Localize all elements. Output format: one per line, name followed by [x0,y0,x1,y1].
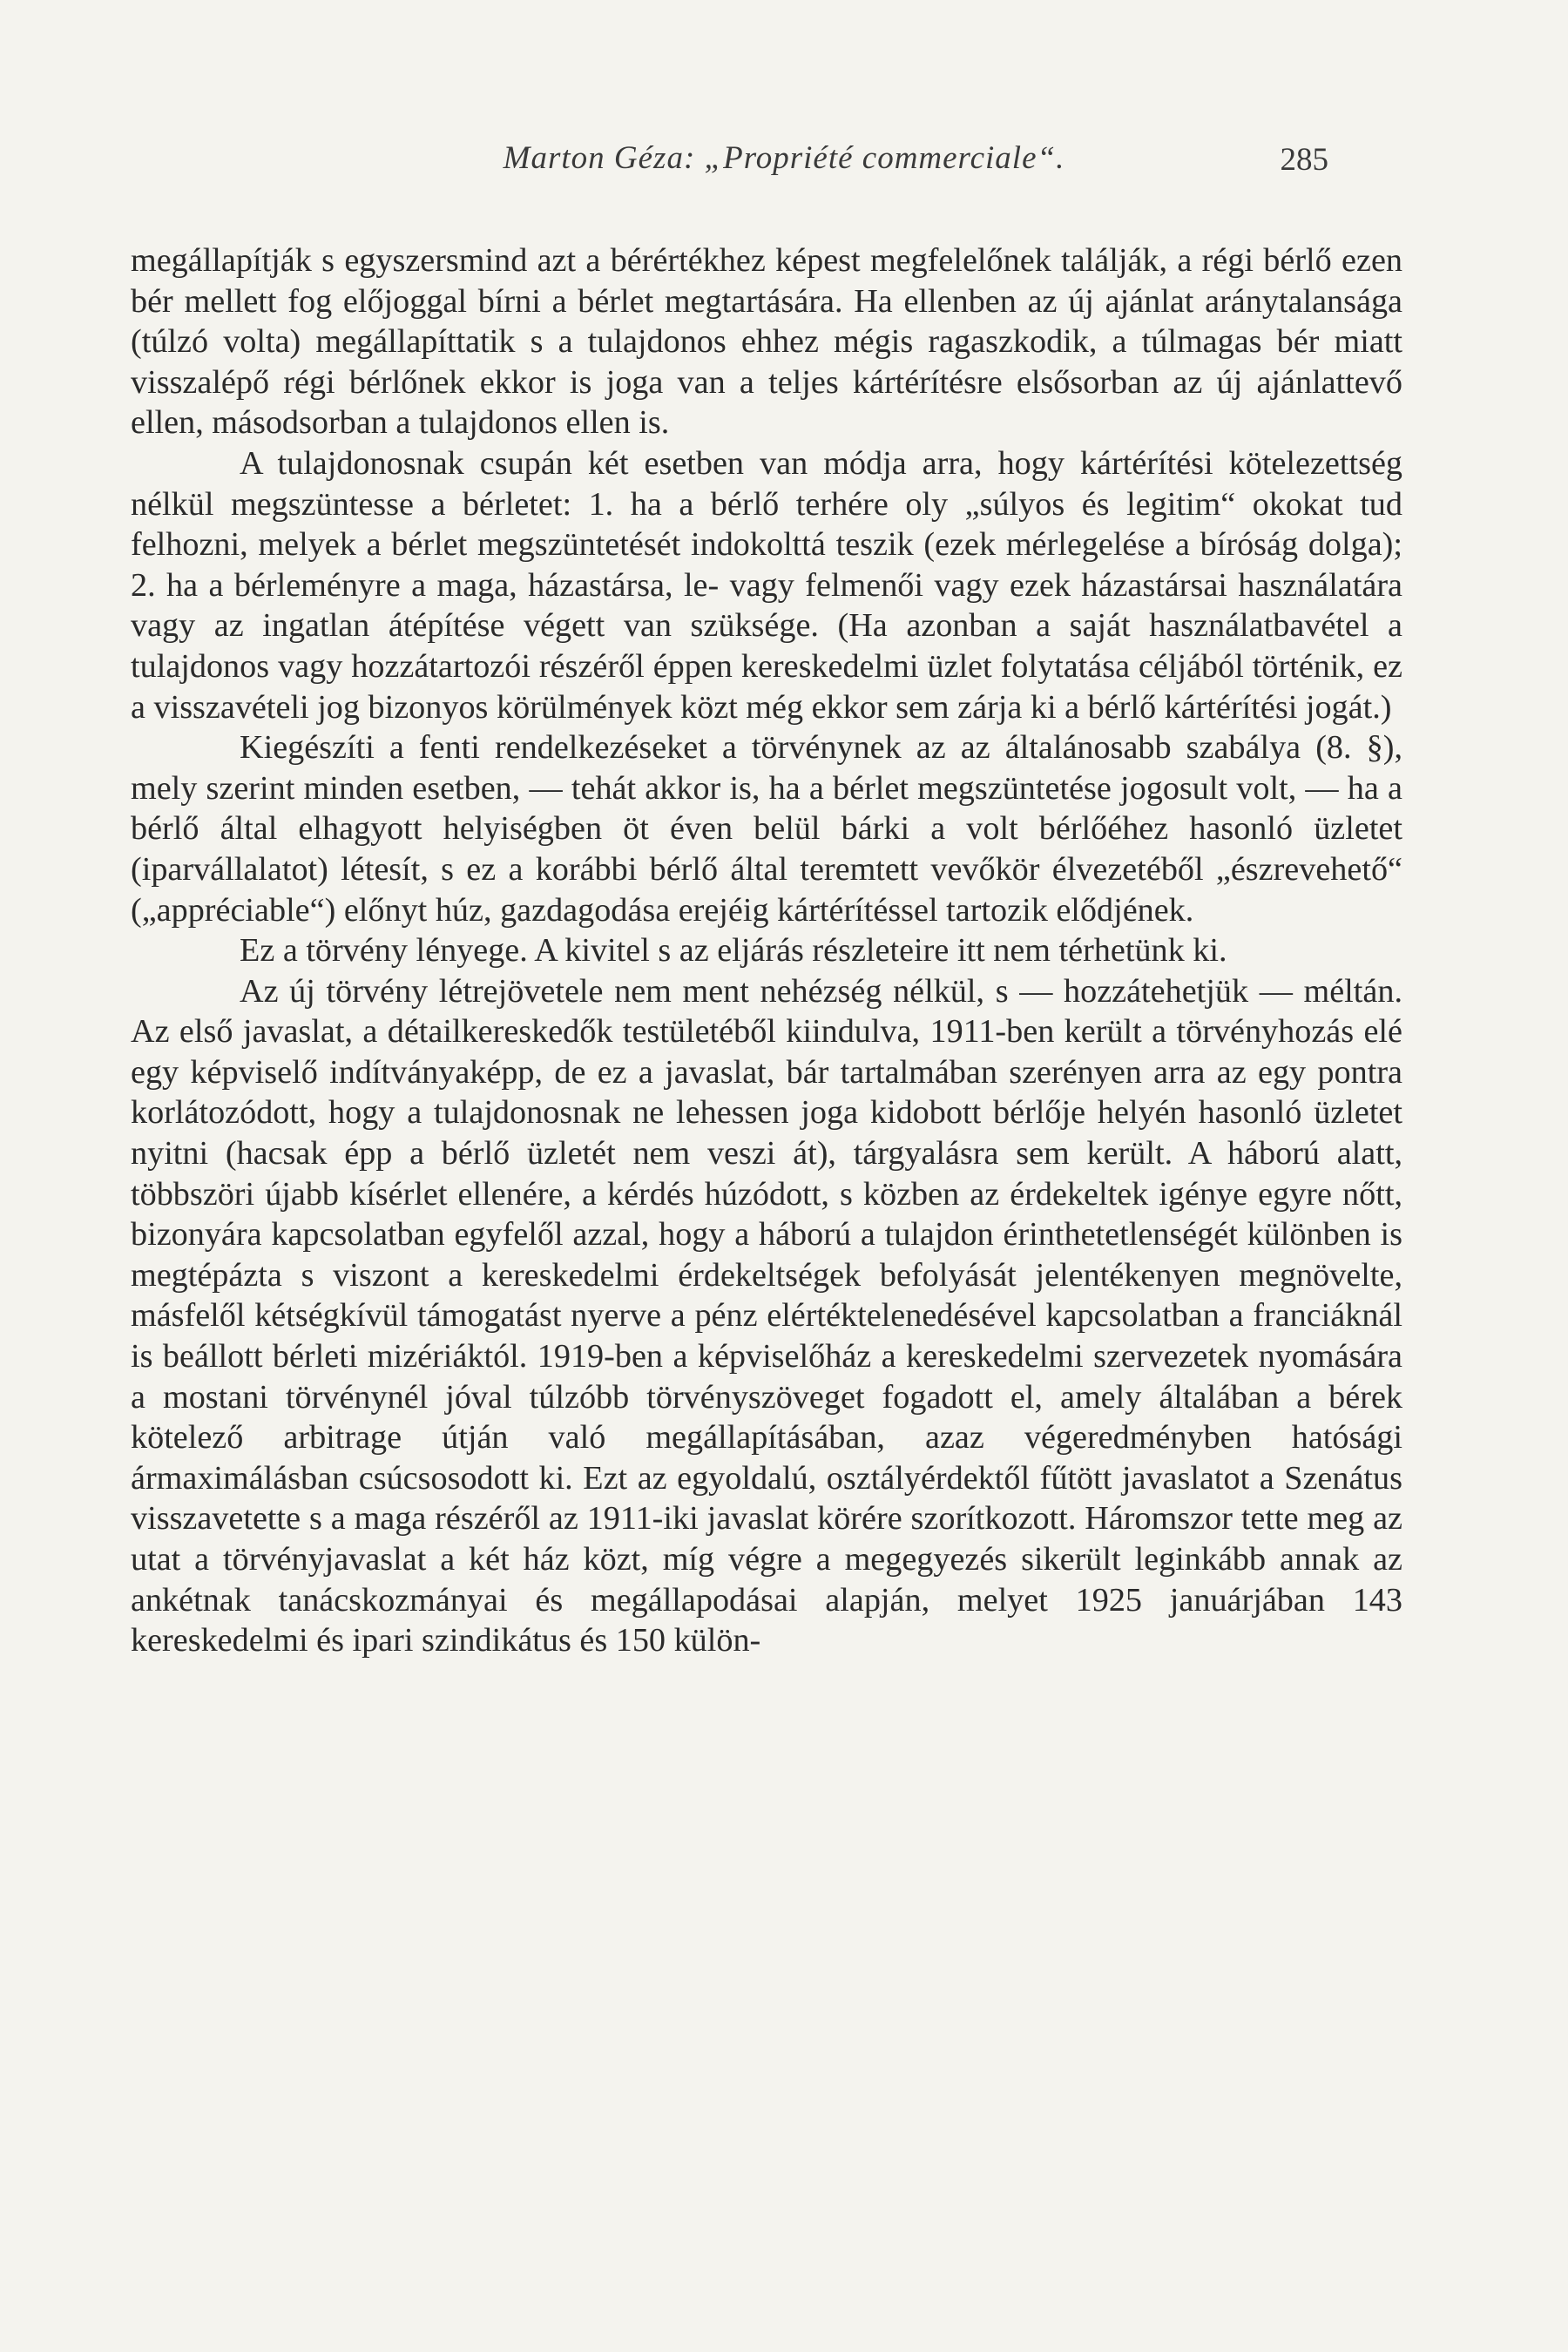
paragraph: A tulajdonosnak csupán két esetben van módja arra, hogy kártérítési kötelezettség nélkül megszüntesse a bérletet: 1. ha a bérlő terhére oly „súlyos és legitim“ okokat tud felhozni, melyek a bérlet megszüntetését indokolttá teszik (ezek mérlegelése a bíróság dolga); 2. ha a bérleményre a maga, házastársa, le- vagy felmenői vagy ezek házastársai használatára vagy az ingatlan átépítése végett van szüksége. (Ha azonban a saját használatbavétel a tulajdonos vagy hozzátartozói részéről éppen kereskedelmi üzlet folytatása céljából történik, ez a visszavételi jog bizonyos körülmények közt még ekkor sem zárja ki a bérlő kártérítési jogát.) [131,444,1402,726]
page-number: 285 [1280,142,1328,178]
paragraph: Kiegészíti a fenti rendelkezéseket a törvénynek az az általánosabb szabálya (8. §), mely szerint minden esetben, — tehát akkor is, ha a bérlet megszüntetése jogosult volt, — ha a bérlő által elhagyott helyiségben öt éven belül bárki a volt bérlőéhez hasonló üzletet (iparvállalatot) létesít, s ez a korábbi bérlő által teremtett vevőkör élvezetéből „észrevehető“ („appréciable“) előnyt húz, gazdagodása erejéig kártérítéssel tartozik elődjének. [131,729,1402,929]
body-text [131,240,1402,1661]
running-head-title: Marton Géza: „Propriété commerciale“. [503,140,1065,176]
running-head [0,131,1568,183]
paragraph: megállapítják s egyszersmind azt a bérértékhez képest megfelelőnek találják, a régi bérlő ezen bér mellett fog előjoggal bírni a bérlet megtartására. Ha ellenben az új ajánlat aránytalansága (túlzó volta) megállapíttatik s a tulajdonos ehhez mégis ragaszkodik, a túlmagas bér miatt visszalépő régi bérlőnek ekkor is joga van a teljes kártérítésre elsősorban az új ajánlattevő ellen, másodsorban a tulajdonos ellen is. [131,242,1402,442]
paragraph: Ez a törvény lényege. A kivitel s az eljárás részleteire itt nem térhetünk ki. [240,932,1227,970]
paragraph: Az új törvény létrejövetele nem ment nehézség nélkül, s — hozzátehetjük — méltán. Az első javaslat, a détailkereskedők testületéből kiindulva, 1911-ben került a törvényhozás elé egy képviselő indítványaképp, de ez a javaslat, bár tartalmában szerényen arra az egy pontra korlátozódott, hogy a tulajdonosnak ne lehessen joga kidobott bérlője helyén hasonló üzletet nyitni (hacsak épp a bérlő üzletét nem veszi át), tárgyalásra sem került. A háború alatt, többszöri újabb kísérlet ellenére, a kérdés húzódott, s közben az érdekeltek igénye egyre nőtt, bizonyára kapcsolatban egyfelől azzal, hogy a háború a tulajdon érinthetetlenségét különben is megtépázta s viszont a kereskedelmi érdekeltségek befolyását jelentékenyen megnövelte, másfelől kétségkívül támogatást nyerve a pénz elértéktelenedésével kapcsolatban a franciáknál is beállott bérleti mizériáktól. 1919-ben a képviselőház a kereskedelmi szervezetek nyomására a mostani törvénynél jóval túlzóbb törvényszöveget fogadott el, amely általában a bérek kötelező arbitrage útján való megállapításában, azaz végeredményben hatósági ármaximálásban csúcsosodott ki. Ezt az egyoldalú, osztályérdektől fűtött javaslatot a Szenátus visszavetette s a maga részéről az 1911-iki javaslat körére szorítkozott. Háromszor tette meg az utat a törvényjavaslat a két ház közt, míg végre a megegyezés sikerült leginkább annak az ankétnak tanácskozmányai és megállapodásai alapján, melyet 1925 januárjában 143 kereskedelmi és ipari szindikátus és 150 külön- [131,972,1402,1659]
